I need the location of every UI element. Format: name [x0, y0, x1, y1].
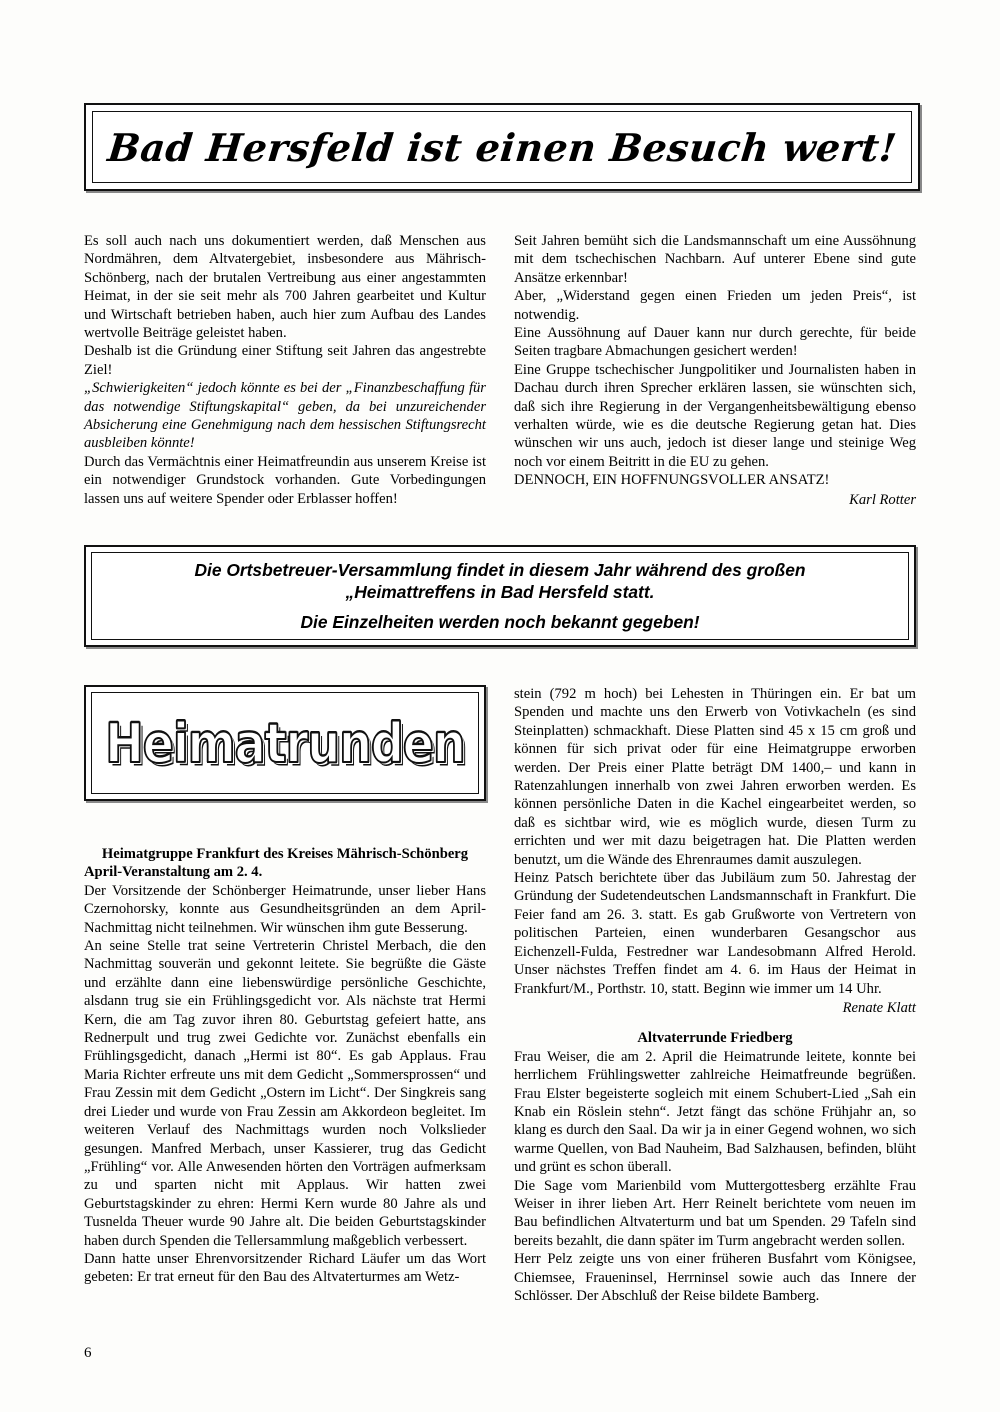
paragraph: Frau Weiser, die am 2. April die Heimatrunde leitete, konnte bei herrlichem Frühlingswetter zahlreiche Heimatfreunde begrüßen. Frau Elster begeisterte sogleich mit einem Schubert-Lied „Sah ein Knab ein Röslein stehn“. Jetzt fängt das schöne Frühjahr an, so klang es durch den Saal. Da wir ja in einer Gegend wohnen, wo sich warme Quellen, von Bad Nauheim, Bad Salzhausen, befinden, blüht und grünt es schon überall.	[514, 1048, 916, 1176]
heimatrunden-logo-box	[84, 685, 486, 801]
notice-box-inner	[91, 552, 909, 640]
paragraph: Deshalb ist die Gründung einer Stiftung seit Jahren das angestrebte Ziel!	[84, 343, 486, 378]
paragraph: An seine Stelle trat seine Vertreterin Christel Merbach, die den Nachmittag souverän und gekonnt leitete. Sie begrüßte die Gäste und erzählte dann eine liebenswürdige persönliche Geschichte, alsdann trug sie ein Frühlingsgedicht vor. Als nächste trat Hermi Kern, die am Tag zuvor ihren 80. Geburtstag gefeiert hatte, ans Rednerpult und trug zwei Gedichte vor. Zunächst ebenfalls ein Frühlingsgedicht, danach „Hermi ist 80“. Es gab Applaus. Frau Maria Richter erfreute uns mit dem Gedicht „Sommersprossen“ und Frau Zessin mit dem Gedicht „Ostern im Licht“. Der Singkreis sang drei Lieder und wurde von Frau Zessin am Akkordeon begleitet. Im weiteren Verlauf des Nachmittags wurden noch Volkslieder gesungen. Manfred Merbach, unser Kassierer, trug das Gedicht „Frühling“ vor. Alle Anwesenden hörten den Vorträgen aufmerksam zu und sparten nicht mit Applaus. Wir hatten zwei Geburtstagskinder zu ehren: Hermi Kern wurde 80 Jahre als und Tusnelda Theuer wurde 90 Jahre alt. Die beiden Geburtstagskinder haben durch Spenden die Tellersammlung maßgeblich verbessert.	[84, 938, 486, 1249]
paragraph: Heinz Patsch berichtete über das Jubiläum zum 50. Jahrestag der Gründung der Sudetendeutschen Landsmannschaft in Frankfurt. Die Feier fand am 26. 3. statt. Es gab Grußworte von Vertretern von politischen Parteien, einen wunderbaren Gesangschor aus Eichenzell-Fulda, Festredner war Landesobmann Alfred Herold. Unser nächstes Treffen findet am 4. 6. im Haus der Heimat in Frankfurt/M., Porthstr. 10, statt. Beginn wie immer um 14 Uhr.	[514, 870, 916, 997]
paragraph: Herr Pelz zeigte uns von einer früheren Busfahrt vom Königsee, Chiemsee, Fraueninsel, Herrninsel sowie auch das Innere der Schlösser. Der Abschluß der Reise bildete Bamberg.	[514, 1251, 916, 1304]
paragraph: „Schwierigkeiten“ jedoch könnte es bei der „Finanzbeschaffung für das notwendige Stiftungskapital“ geben, da bei unzureichender Absicherung eine Genehmigung nach dem hessischen Stiftungsrecht ausbleiben könnte!	[84, 380, 486, 452]
paragraph: Eine Aussöhnung auf Dauer kann nur durch gerechte, für beide Seiten tragbare Abmachungen gesichert werden!	[514, 325, 916, 360]
article-column-left	[84, 232, 486, 509]
frankfurt-heading-line2: April-Veranstaltung am 2. 4.	[84, 864, 263, 881]
notice-line-1: Die Ortsbetreuer-Versammlung findet in diesem Jahr während des großen	[194, 560, 806, 580]
heimatrunden-column-left	[84, 845, 486, 1287]
masthead-banner	[84, 103, 920, 191]
paragraph: Seit Jahren bemüht sich die Landsmannschaft um eine Aussöhnung mit dem tschechischen Nachbarn. Auf unterer Ebene sind gute Ansätze erkennbar!	[514, 233, 916, 286]
masthead-title: Bad Hersfeld ist einen Besuch wert!	[105, 124, 899, 170]
heimatrunden-signature: Renate Klatt	[842, 999, 916, 1016]
notice-box	[84, 545, 916, 647]
masthead-banner-inner	[92, 111, 912, 183]
heimatrunden-column-right	[514, 685, 916, 1305]
paragraph: Dann hatte unser Ehrenvorsitzender Richard Läufer um das Wort gebeten: Er trat erneut für den Bau des Altvaterturmes am Wetz-	[84, 1250, 486, 1286]
paragraph: DENNOCH, EIN HOFFNUNGSVOLLER ANSATZ!	[514, 472, 830, 489]
paragraph: stein (792 m hoch) bei Lehesten in Thüringen ein. Er bat um Spenden und machte uns den Erwerb von Votivkacheln (es sind Steinplatten) schmackhaft. Diese Platten sind 45 x 15 cm groß und können für sich privat oder für eine Heimatgruppe erworben werden. Der Preis einer Platte beträgt DM 1400,– und kann in Ratenzahlungen innerhalb von zwei Jahren erworben werden. Es können persönliche Daten in die Kachel eingearbeitet werden, so daß es sichtbar wird, wie es möglich wurde, diesen Turm zu errichten und wer mit dazu beigetragen hat. Die Platten werden benutzt, um die Wände des Ehrenraumes damit auszulegen.	[514, 686, 916, 868]
article-column-right	[514, 232, 916, 509]
paragraph: Die Sage vom Marienbild vom Muttergottesberg erzählte Frau Weiser in ihrer lieben Art. Herr Reinelt berichtete vom neuen im Bau befindlichen Altvaterturm und bat um Spenden. 29 Tafeln sind bereits bezahlt, die dann später im Turm angebracht werden sollen.	[514, 1177, 916, 1249]
paragraph: Es soll auch nach uns dokumentiert werden, daß Menschen aus Nordmähren, dem Altvatergebiet, insbesondere aus Mährisch-Schönberg, nach der brutalen Vertreibung aus einer angestammten Heimat, in der sie seit mehr als 700 Jahren gearbeitet und Kultur und Wirtschaft betrieben haben, auch hier zum Aufbau des Landes wertvolle Beiträge geleistet haben.	[84, 233, 486, 342]
paragraph: Durch das Vermächtnis einer Heimatfreundin aus unserem Kreise ist ein notwendiger Grundstock vorhanden. Gute Vorbedingungen lassen uns auf weitere Spender oder Erblasser hoffen!	[84, 453, 486, 507]
notice-line-3: Die Einzelheiten werden noch bekannt gegeben!	[300, 612, 700, 632]
friedberg-heading: Altvaterrunde Friedberg	[637, 1030, 793, 1047]
notice-line-2: „Heimattreffens in Bad Hersfeld statt.	[345, 582, 655, 602]
frankfurt-heading-line1: Heimatgruppe Frankfurt des Kreises Mährisch-Schönberg	[101, 846, 469, 862]
paragraph: Aber, „Widerstand gegen einen Frieden um jeden Preis“, ist notwendig.	[514, 288, 916, 323]
paragraph: Der Vorsitzende der Schönberger Heimatrunde, unser lieber Hans Czernohorsky, konnte aus Gesundheitsgründen an dem April-Nachmittag nicht teilnehmen. Wir wünschen ihm gute Besserung.	[84, 882, 486, 936]
heimatrunden-logo-inner	[91, 692, 479, 794]
page-number: 6	[84, 1345, 92, 1361]
article-columns	[84, 232, 916, 509]
paragraph: Eine Gruppe tschechischer Jungpolitiker und Journalisten haben in Dachau durch ihren Sprecher erklären lassen, sie wünschten sich, daß sich ihre Regierung in der Vergangenheitsbewältigung ebenso verhalten würde, wie es die deutsche Regierung getan hat. Dies wünschen wir uns auch, jedoch ist dieser lange und steinige Weg noch vor einem Beitritt in die EU zu gehen.	[514, 361, 916, 470]
article-signature: Karl Rotter	[849, 491, 916, 508]
heimatrunden-logo-text: Heimatrunden	[105, 711, 465, 775]
